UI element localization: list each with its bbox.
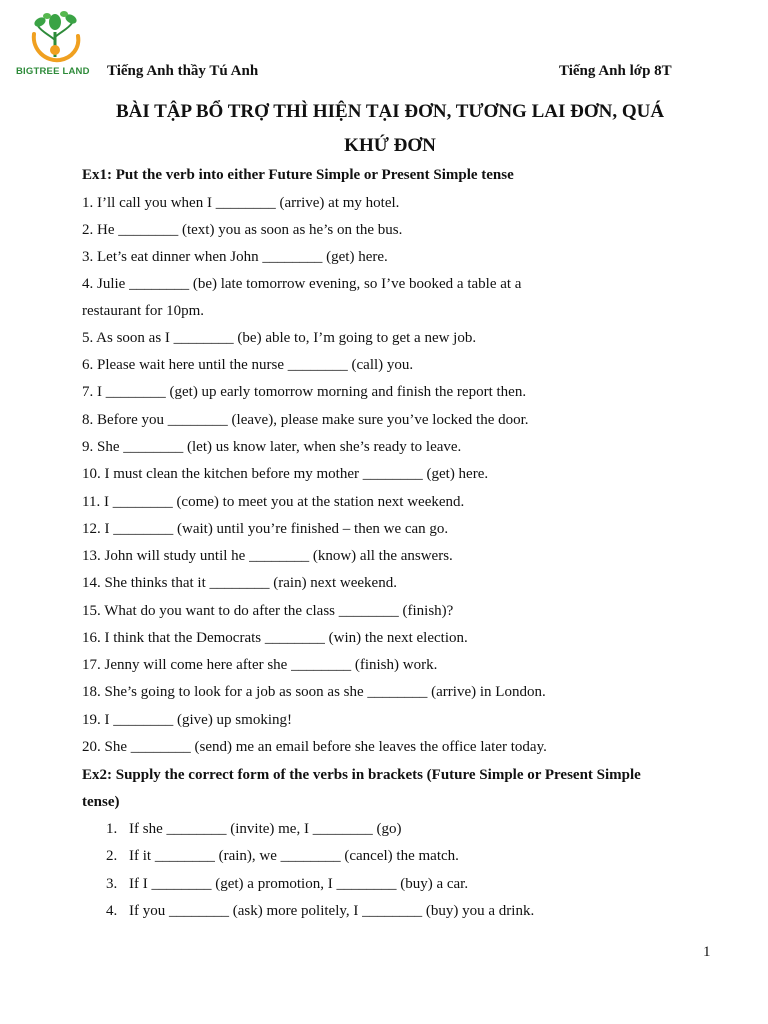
ex1-line: 12. I ________ (wait) until you’re finished – then we can go. — [82, 521, 449, 537]
page-title-line-1: BÀI TẬP BỔ TRỢ THÌ HIỆN TẠI ĐƠN, TƯƠNG LAI ĐƠN, QUÁ — [115, 101, 665, 122]
page-title-line-2: KHỨ ĐƠN — [344, 135, 436, 156]
ex2-item-number: 4. — [106, 903, 118, 919]
ex2-item-number: 1. — [106, 821, 118, 837]
ex2-title-line-2: tense) — [82, 794, 120, 810]
ex1-line: 3. Let’s eat dinner when John ________ (get) here. — [82, 249, 388, 265]
page-number: 1 — [703, 944, 711, 960]
ex2-item-text: If she ________ (invite) me, I ________ (go) — [129, 821, 402, 837]
ex2-item-number: 3. — [106, 876, 118, 892]
ex1-line: restaurant for 10pm. — [82, 303, 205, 319]
ex2-item-text: If you ________ (ask) more politely, I ________ (buy) you a drink. — [129, 903, 535, 919]
ex2-item-number: 2. — [106, 848, 118, 864]
tree-logo-icon — [24, 10, 86, 66]
ex2-item-text: If it ________ (rain), we ________ (cancel) the match. — [129, 848, 459, 864]
ex1-line: 8. Before you ________ (leave), please make sure you’ve locked the door. — [82, 412, 529, 428]
ex1-line: 18. She’s going to look for a job as soon as she ________ (arrive) in London. — [82, 684, 546, 700]
header-class: Tiếng Anh lớp 8T — [559, 63, 672, 79]
ex1-line: 19. I ________ (give) up smoking! — [82, 712, 292, 728]
ex1-line: 5. As soon as I ________ (be) able to, I’m going to get a new job. — [82, 330, 477, 346]
ex1-line: 7. I ________ (get) up early tomorrow morning and finish the report then. — [82, 384, 527, 400]
ex1-line: 20. She ________ (send) me an email before she leaves the office later today. — [82, 739, 547, 755]
ex2-item-text: If I ________ (get) a promotion, I ________ (buy) a car. — [129, 876, 469, 892]
ex1-line: 14. She thinks that it ________ (rain) next weekend. — [82, 575, 397, 591]
ex1-line: 9. She ________ (let) us know later, when she’s ready to leave. — [82, 439, 462, 455]
ex1-line: 11. I ________ (come) to meet you at the station next weekend. — [82, 494, 465, 510]
ex1-line: 6. Please wait here until the nurse ________ (call) you. — [82, 357, 414, 373]
ex1-line: 17. Jenny will come here after she ________ (finish) work. — [82, 657, 438, 673]
ex1-line: 13. John will study until he ________ (know) all the answers. — [82, 548, 453, 564]
ex1-title: Ex1: Put the verb into either Future Simple or Present Simple tense — [82, 167, 514, 183]
ex1-line: 2. He ________ (text) you as soon as he’s on the bus. — [82, 222, 403, 238]
ex1-line: 4. Julie ________ (be) late tomorrow evening, so I’ve booked a table at a — [82, 276, 522, 292]
ex1-line: 1. I’ll call you when I ________ (arrive) at my hotel. — [82, 195, 400, 211]
ex1-line: 16. I think that the Democrats ________ (win) the next election. — [82, 630, 468, 646]
header-teacher: Tiếng Anh thầy Tú Anh — [107, 63, 259, 79]
ex1-line: 15. What do you want to do after the class ________ (finish)? — [82, 603, 454, 619]
bigtree-land-logo — [16, 10, 98, 80]
ex1-line: 10. I must clean the kitchen before my mother ________ (get) here. — [82, 466, 489, 482]
ex2-title-line-1: Ex2: Supply the correct form of the verbs in brackets (Future Simple or Present Simple — [82, 767, 641, 783]
logo-text: BIGTREE LAND — [16, 66, 90, 77]
